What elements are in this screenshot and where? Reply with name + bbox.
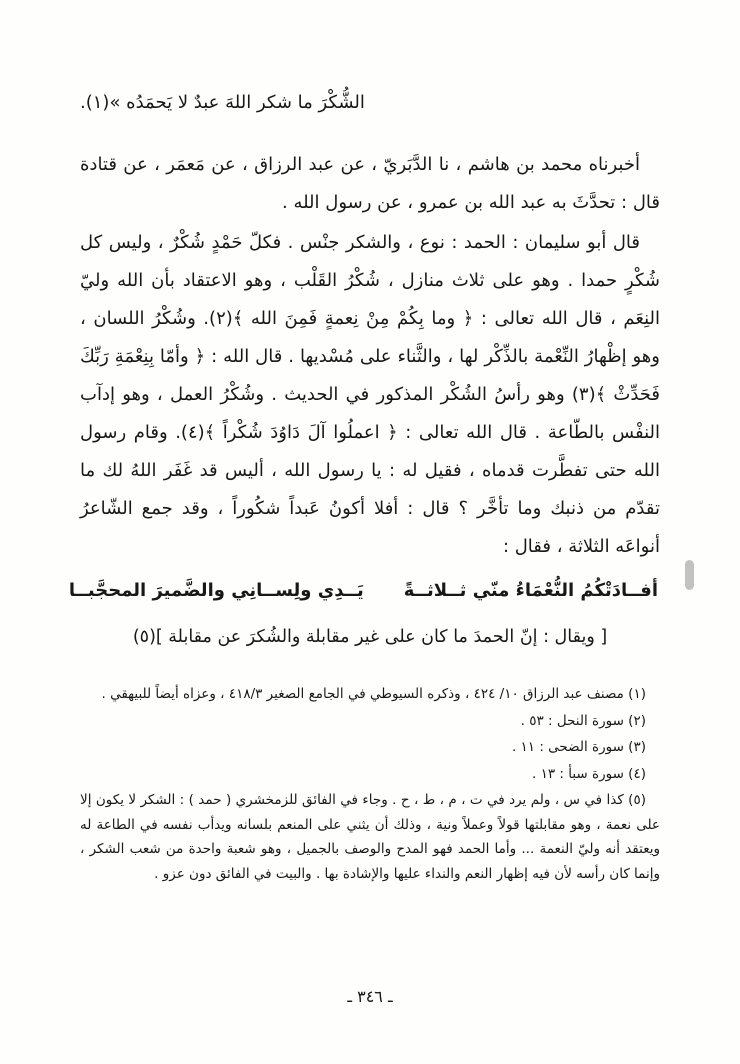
poetry-second-hemistich: يَــدِي ولِســانِي والضَّميرَ المحجَّبــا xyxy=(68,580,364,601)
editorial-note: [ ويقال : إنّ الحمدَ ما كان على غير مقابلة والشُكرَ عن مقابلة ](٥) xyxy=(132,627,608,647)
footnote-1: (١) مصنف عبد الرزاق ١٠/ ٤٢٤ ، وذكره السيوطي في الجامع الصغير ٤١٨/٣ ، وعزاه أيضاً للبيهقي . xyxy=(101,686,646,702)
footnote-4: (٤) سورة سبأ : ١٣ . xyxy=(531,765,646,782)
paragraph-hadith-tail: الشُّكْرَ ما شكر اللهَ عبدٌ لا يَحمَدُه »(١). xyxy=(80,92,365,113)
paragraph-commentary: قال أبو سليمان : الحمد : نوع ، والشكر جنْس . فكلّ حَمْدٍ شُكْرٌ ، وليس كل شُكْرٍ حمدا . وهو على ثلاث منازل ، شُكْرُ القَلْب ، وهو الاعتقاد بأن الله وليّ النِعَم ، قال الله تعالى : ﴿ وما بِكُمْ مِنْ نِعمةٍ فَمِنَ الله ﴾(٢). وشُكْرُ اللسان ، وهو إظْهارُ النِّعْمة بالذِّكْر لها ، والثَّناء على مُسْديها . قال الله : ﴿ وأمّا بِنِعْمَةِ رَبِّكَ فَحَدِّثْ ﴾(٣) وهو رأسُ الشُكْر المذكور في الحديث . وشُكْرُ العمل ، وهو إدآب النفْس بالطّاعة . قال الله تعالى : ﴿ اعملُوا آلَ دَاوُدَ شُكْراً ﴾(٤). وقام رسول الله حتى تفطَّرت قدماه ، فقيل له : يا رسول الله ، أليس قد غَفَر اللهُ لك ما تقدّم من ذنبك وما تأخَّر ؟ قال : أفلا أكونُ عَبداً شكُوراً ، وقد جمع الشّاعرُ أنواعَه الثلاثة ، فقال : xyxy=(80,232,661,557)
page-number: ـ ٣٤٦ ـ xyxy=(347,987,393,1006)
poetry-verse xyxy=(68,572,658,610)
poetry-first-hemistich: أفــادَتْكُمُ النُّعْمَاءُ منّي ثــلاثــةً xyxy=(403,580,658,601)
footnote-3: (٣) سورة الضحى : ١١ . xyxy=(511,739,646,755)
footnote-2: (٢) سورة النحل : ٥٣ . xyxy=(520,712,646,729)
scan-artifact xyxy=(685,560,694,590)
footnote-5: (٥) كذا في س ، ولم يرد في ت ، م ، ط ، ح . وجاء في الفائق للزمخشري ( حمد ) : الشكر لا يكون إلا على نعمة ، وهو مقابلتها قولاً وعملاً ونية ، وذلك أن يثني على المنعم بلسانه ويدأب نفسه في الطاعة له ويعتقد أنه وليّ النعمة ... وأما الحمد فهو المدح والوصف بالجميل ، وهو شعبة واحدة من شعب الشكر ، وإنما كان رأسه لأن فيه إظهار النعم والنداء عليها والإشادة بها . والبيت في الفائق دون عزو . xyxy=(80,792,660,882)
paragraph-isnad: أخبرناه محمد بن هاشم ، نا الدَّبَريّ ، عن عبد الرزاق ، عن مَعمَر ، عن قتادة قال : تحدَّثَ به عبد الله بن عمرو ، عن رسول الله . xyxy=(80,154,660,213)
footnotes-section xyxy=(80,682,660,886)
